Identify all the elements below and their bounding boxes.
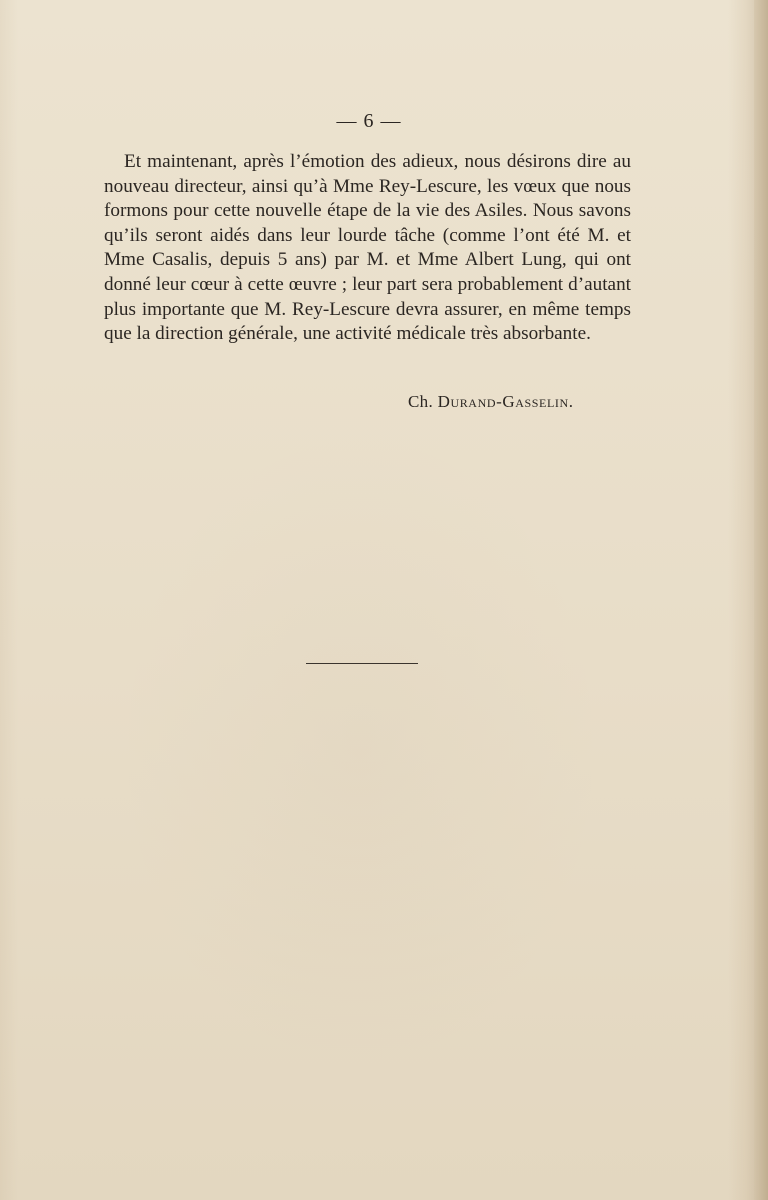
page-edge xyxy=(754,0,768,1200)
section-divider xyxy=(306,663,418,664)
page-number: — 6 — xyxy=(336,110,402,132)
body-paragraph: Et maintenant, après l’émotion des adieux, nous désirons dire au nouveau directeur, ainsi qu’à Mme Rey-Lescure, les vœux que nous formons pour cette nouvelle étape de la vie des Asiles. Nous savons qu’ils seront aidés dans leur lourde tâche (comme l’ont été M. et Mme Casalis, depuis 5 ans) par M. et Mme Albert Lung, qui ont donné leur cœur à cette œuvre ; leur part sera probablement d’autant plus importante que M. Rey-Lescure devra assurer, en même temps que la direction générale, une activité médicale très absorbante. xyxy=(104,151,631,345)
paper-stain xyxy=(120,430,600,1070)
signature-prefix: Ch. xyxy=(408,392,433,411)
signature xyxy=(408,392,574,412)
signature-name: Durand-Gasselin. xyxy=(437,392,574,411)
